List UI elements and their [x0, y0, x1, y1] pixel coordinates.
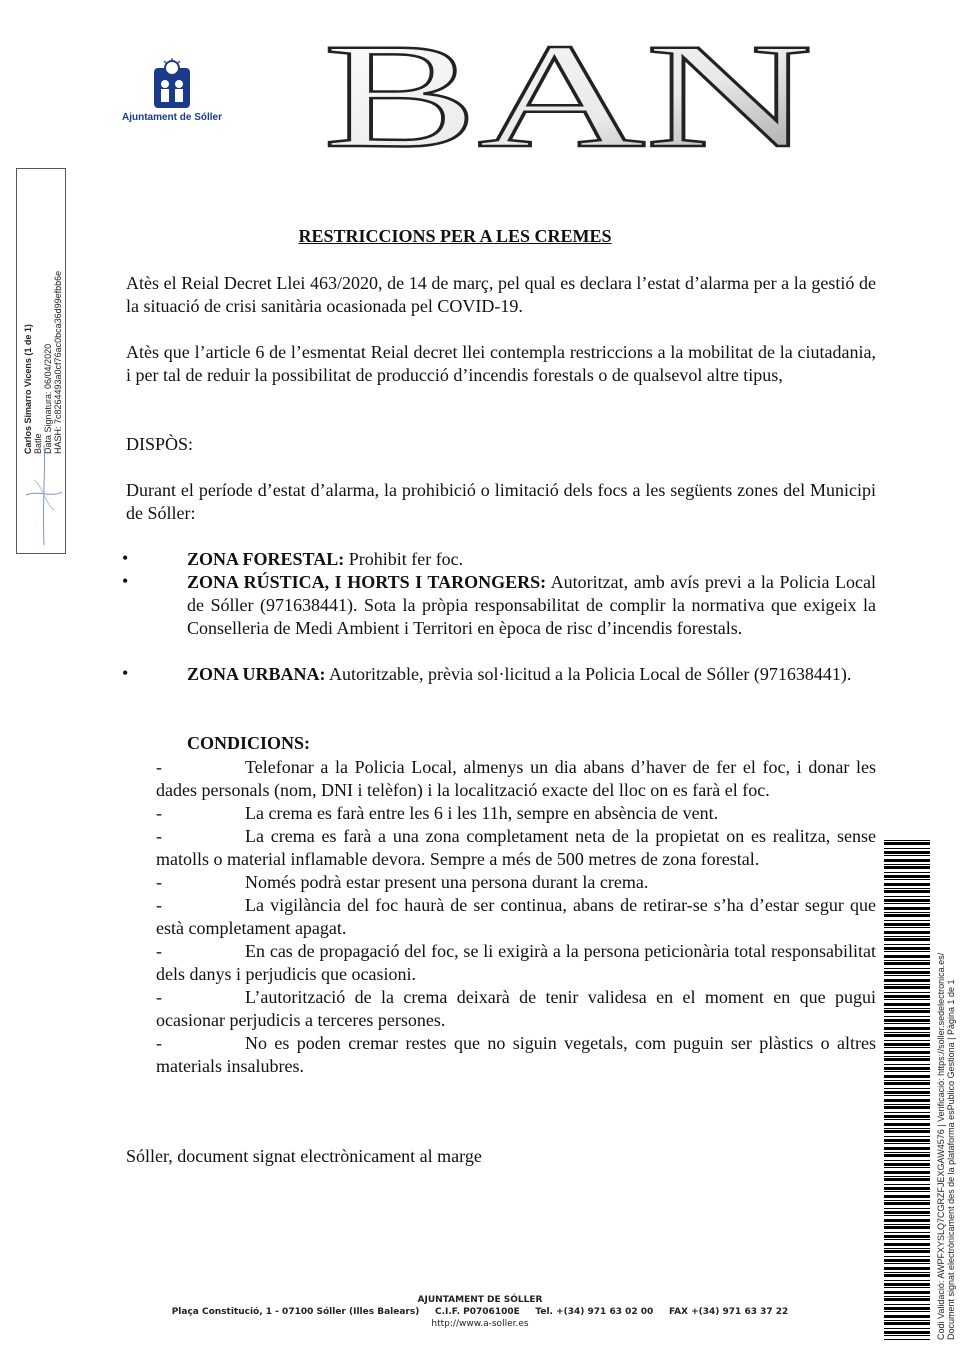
barcode-bar [884, 1291, 930, 1294]
barcode-bar [884, 1112, 930, 1113]
validation-barcode [884, 840, 930, 1340]
paragraph-period: Durant el període d’estat d’alarma, la prohibició o limitació dels focs a les següents zones del Municipi de Sóller: [126, 480, 876, 523]
condition-text: En cas de propagació del foc, se li exigirà a la persona peticionària total responsabilitat dels danys i perjudicis que ocasioni. [156, 941, 876, 984]
condition-dash: - [156, 1033, 162, 1053]
barcode-bar [884, 1248, 930, 1249]
ban-title-text: BAN [323, 34, 813, 159]
barcode-bar [884, 1091, 930, 1094]
barcode-bar [884, 1191, 930, 1192]
barcode-bar [884, 1147, 930, 1150]
zone-text: Autoritzable, prèvia sol·licitud a la Policia Local de Sóller (971638441). [329, 664, 852, 684]
barcode-bar [884, 1167, 930, 1168]
barcode-bar [884, 875, 930, 878]
barcode-bar [884, 1058, 930, 1061]
condition-dash: - [156, 826, 162, 846]
barcode-bar [884, 1195, 930, 1198]
barcode-bar [884, 936, 930, 937]
barcode-bar [884, 1034, 930, 1037]
zone-rustica [187, 571, 876, 640]
barcode-bar [884, 1335, 930, 1336]
barcode-bar [884, 1263, 930, 1264]
barcode-bar [884, 1226, 930, 1229]
barcode-bar [884, 842, 930, 845]
barcode-bar [884, 872, 930, 873]
barcode-bar [884, 890, 930, 893]
bullet: • [122, 548, 129, 568]
verification-platform: Document signat electrònicament des de la plataforma esPublico Gestiona | Pàgina 1 de 1 [946, 979, 956, 1340]
barcode-bar [884, 992, 930, 993]
barcode-bar [884, 1328, 930, 1329]
barcode-bar [884, 912, 930, 913]
barcode-bar [884, 1283, 930, 1286]
barcode-bar [884, 1322, 930, 1325]
paragraph-article: Atès que l’article 6 de l’esmentat Reial decret llei contempla restriccions a la mobilitat de la ciutadania, i per tal de reduir la possibilitat de producció d’incendis forestals o de qualsevol altre tipus, [126, 342, 876, 385]
barcode-bar [884, 1106, 930, 1109]
condition-text: La vigilància del foc haurà de ser continua, abans de retirar-se s’ha d’estar segur que està completament apagat. [156, 895, 876, 938]
barcode-bar [884, 1056, 930, 1057]
document-title: RESTRICCIONS PER A LES CREMES [298, 226, 612, 246]
barcode-bar [884, 1320, 930, 1321]
barcode-bar [884, 1080, 930, 1081]
condition-dash: - [156, 872, 162, 892]
barcode-bar [884, 1082, 930, 1085]
barcode-bar [884, 1171, 930, 1174]
barcode-bar [884, 1331, 930, 1334]
barcode-bar [884, 1139, 930, 1142]
barcode-bar [884, 986, 930, 989]
condition-item [156, 1032, 876, 1078]
barcode-bar [884, 1243, 930, 1246]
conditions-list [156, 756, 876, 1078]
barcode-bar [884, 960, 930, 961]
barcode-bar [884, 962, 930, 965]
barcode-bar [884, 975, 930, 976]
barcode-bar [884, 984, 930, 985]
barcode-bar [884, 968, 930, 969]
barcode-bar [884, 995, 930, 998]
barcode-bar [884, 855, 930, 856]
barcode-bar [884, 1274, 930, 1277]
barcode-bar [884, 1115, 930, 1118]
barcode-bar [884, 864, 930, 865]
barcode-bar [884, 1272, 930, 1273]
barcode-bar [884, 1250, 930, 1253]
barcode-bar [884, 1119, 930, 1120]
condition-dash: - [156, 895, 162, 915]
barcode-bar [884, 1143, 930, 1144]
barcode-bar [884, 1047, 930, 1048]
barcode-bar [884, 1259, 930, 1262]
barcode-bar [884, 859, 930, 862]
barcode-bar [884, 1130, 930, 1133]
condition-text: L’autorització de la crema deixarà de tenir validesa en el moment en que pugui ocasionar perjudicis a terceres persones. [156, 987, 876, 1030]
barcode-bar [884, 888, 930, 889]
barcode-bar [884, 1208, 930, 1209]
barcode-bar [884, 951, 930, 952]
barcode-bar [884, 1067, 930, 1070]
zone-text: Prohibit fer foc. [348, 549, 464, 569]
barcode-bar [884, 1176, 930, 1177]
barcode-bar [884, 1256, 930, 1257]
barcode-bar [884, 1019, 930, 1022]
barcode-bar [884, 879, 930, 880]
barcode-bar [884, 1027, 930, 1030]
barcode-bar [884, 1099, 930, 1102]
closing-line: Sóller, document signat electrònicament al marge [126, 1146, 482, 1166]
condition-dash: - [156, 757, 162, 777]
barcode-bar [884, 1136, 930, 1137]
barcode-bar [884, 914, 930, 917]
barcode-bar [884, 999, 930, 1000]
barcode-bar [884, 1187, 930, 1190]
barcode-bar [884, 848, 930, 849]
barcode-bar [884, 938, 930, 941]
zone-urbana [187, 663, 876, 686]
municipality-caption: Ajuntament de Sóller [122, 112, 223, 123]
signature-hash: HASH: 7c8264493a0cf76ac0bca36d99efbb6e [53, 270, 63, 454]
barcode-bar [884, 1040, 930, 1041]
condition-text: La crema es farà entre les 6 i les 11h, sempre en absència de vent. [245, 803, 719, 823]
barcode-bar [884, 1104, 930, 1105]
condition-item [156, 825, 876, 871]
barcode-bar [884, 907, 930, 910]
paragraph-decree: Atès el Reial Decret Llei 463/2020, de 14 de març, pel qual es declara l’estat d’alarma per a la gestió de la situació de crisi sanitària ocasionada pel COVID-19. [126, 273, 876, 316]
verification-code: Codi Validació: AWPFXYSLQ7CGRZFJEXGAW4576 | Verificació: https://soller.sedelectronica.es/ [936, 952, 946, 1340]
barcode-bar [884, 1016, 930, 1017]
barcode-bar [884, 1008, 930, 1009]
zone-text: Autoritzat, amb avís previ a la Policia Local de Sóller (971638441). Sota la pròpia responsabilitat de complir la normativa que exigeix la Conselleria de Medi Ambient i Territori en època de risc d’incendis forestals. [187, 572, 876, 638]
barcode-bar [884, 1184, 930, 1185]
barcode-bar [884, 1280, 930, 1281]
barcode-bar [884, 1088, 930, 1089]
condition-item [156, 802, 876, 825]
condition-text: Telefonar a la Policia Local, almenys un dia abans d’haver de fer el foc, i donar les dades personals (nom, DNI i telèfon) i la localització exacte del lloc on es farà el foc. [156, 757, 876, 800]
bullet: • [122, 663, 129, 683]
barcode-bar [884, 1200, 930, 1201]
barcode-bar [884, 1315, 930, 1318]
barcode-bar [884, 927, 930, 928]
condition-item [156, 894, 876, 940]
barcode-bar [884, 1307, 930, 1310]
barcode-bar [884, 955, 930, 958]
condition-text: No es poden cremar restes que no siguin vegetals, com puguin ser plàstics o altres materials insalubres. [156, 1033, 876, 1076]
barcode-bar [884, 947, 930, 950]
barcode-bar [884, 1152, 930, 1153]
barcode-bar [884, 1075, 930, 1078]
barcode-bar [884, 1298, 930, 1301]
barcode-bar [884, 1202, 930, 1205]
condition-text: Només podrà estar present una persona durant la crema. [245, 872, 649, 892]
barcode-bar [884, 1163, 930, 1166]
barcode-bar [884, 1128, 930, 1129]
zone-label: ZONA URBANA: [187, 664, 326, 684]
ban-title [318, 34, 818, 159]
barcode-bar [884, 971, 930, 974]
barcode-bar [884, 1003, 930, 1006]
barcode-bar [884, 903, 930, 904]
condition-dash: - [156, 987, 162, 1007]
barcode-bar [884, 1211, 930, 1214]
conditions-heading: CONDICIONS: [187, 733, 311, 753]
barcode-bar [884, 1267, 930, 1270]
barcode-bar [884, 883, 930, 886]
signer-role: Batle [33, 433, 43, 454]
barcode-bar [884, 1287, 930, 1288]
barcode-bar [884, 1311, 930, 1312]
barcode-bar [884, 979, 930, 982]
barcode-bar [884, 931, 930, 934]
zone-label: ZONA FORESTAL: [187, 549, 345, 569]
barcode-bar [884, 896, 930, 897]
barcode-bar [884, 1051, 930, 1054]
barcode-bar [884, 1232, 930, 1233]
signer-name: Carlos Simarro Vicens (1 de 1) [23, 324, 33, 454]
verification-text [936, 953, 956, 1340]
barcode-bar [884, 1215, 930, 1216]
barcode-bar [884, 1178, 930, 1181]
condition-dash: - [156, 941, 162, 961]
barcode-bar [884, 1064, 930, 1065]
footer-website[interactable]: http://www.a-soller.es [431, 1319, 529, 1329]
barcode-bar [884, 1032, 930, 1033]
barcode-bar [884, 944, 930, 945]
handwritten-signature [24, 440, 64, 550]
condition-dash: - [156, 803, 162, 823]
barcode-bar [884, 1296, 930, 1297]
signature-date: Data Signatura: 06/04/2020 [43, 343, 53, 454]
barcode-bar [884, 851, 930, 854]
condition-item [156, 756, 876, 802]
barcode-bar [884, 899, 930, 902]
bullet: • [122, 571, 129, 591]
zone-forestal [187, 548, 876, 571]
condition-item [156, 940, 876, 986]
barcode-bar [884, 1304, 930, 1305]
barcode-bar [884, 920, 930, 921]
barcode-bar [884, 1095, 930, 1096]
condition-item [156, 871, 876, 894]
barcode-bar [884, 1224, 930, 1225]
barcode-bar [884, 1239, 930, 1240]
barcode-bar [884, 1160, 930, 1161]
barcode-bar [884, 1235, 930, 1238]
barcode-bar [884, 1154, 930, 1157]
zone-label: ZONA RÚSTICA, I HORTS I TARONGERS: [187, 572, 547, 592]
barcode-bar [884, 1043, 930, 1046]
barcode-bar [884, 1219, 930, 1222]
dispos-heading: DISPÒS: [126, 434, 194, 454]
barcode-bar [884, 1010, 930, 1013]
footer-address: Plaça Constitució, 1 - 07100 Sóller (Illes Balears) C.I.F. P0706100E Tel. +(34) 971 63 02 00 FAX +(34) 971 63 37 22 [171, 1307, 789, 1317]
barcode-bar [884, 1339, 930, 1340]
barcode-bar [884, 1071, 930, 1072]
barcode-bar [884, 866, 930, 869]
barcode-bar [884, 923, 930, 926]
condition-item [156, 986, 876, 1032]
barcode-bar [884, 840, 930, 841]
condition-text: La crema es farà a una zona completament neta de la propietat on es realitza, sense matolls o material inflamable devora. Sempre a més de 500 metres de zona forestal. [156, 826, 876, 869]
barcode-bar [884, 1123, 930, 1126]
footer-organization: AJUNTAMENT DE SÓLLER [417, 1295, 543, 1305]
barcode-bar [884, 1023, 930, 1024]
